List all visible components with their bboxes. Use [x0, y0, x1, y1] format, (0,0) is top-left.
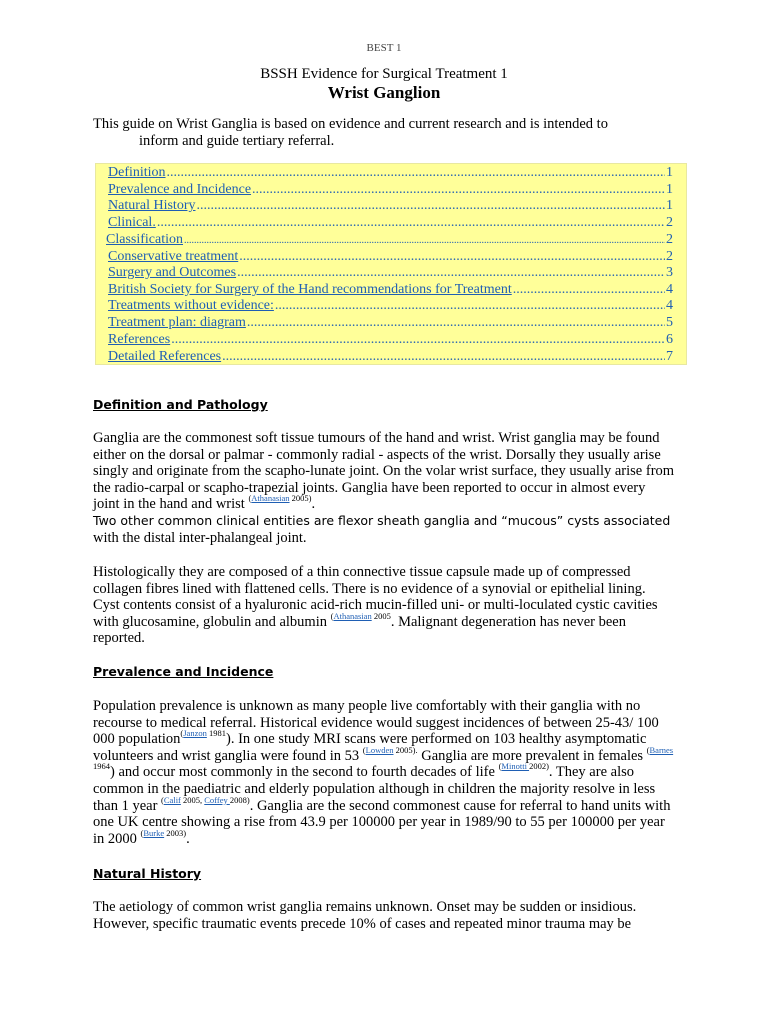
citation-link[interactable]: Athanasian	[333, 610, 372, 621]
citation-link[interactable]: Calif	[163, 794, 181, 805]
toc-item-label[interactable]: Natural History	[108, 198, 196, 213]
toc-item-label[interactable]: Prevalence and Incidence	[108, 182, 252, 197]
text-run: Ganglia are the commonest soft tissue tumours of the hand and wrist. Wrist ganglia may be found either on the dorsal or palmar - commonly radial - aspects of the wrist. Dorsally they usually arise singly and originate from the scapho-lunate joint. On the volar wrist surface, they usually arise from the radio-carpal or scapho-trapezial joints. Ganglia have been reported to occur in almost every joint in the hand and wrist	[93, 430, 675, 513]
toc-leader	[222, 348, 665, 365]
citation-link[interactable]: Burke	[143, 827, 165, 838]
citation: (Burke 2003)	[140, 827, 187, 838]
toc-item[interactable]	[108, 331, 673, 348]
citation-year: 2005).	[393, 744, 418, 755]
citation-link[interactable]: Minotti	[501, 761, 530, 772]
citation-year: 1964	[93, 761, 110, 772]
citation-link[interactable]: Coffey	[204, 794, 230, 805]
page-header: BEST 1	[366, 42, 402, 54]
toc-leader	[239, 248, 665, 265]
citation: (Athanasian 2005)	[248, 493, 312, 504]
toc-item-page[interactable]: 6	[666, 332, 673, 347]
toc-leader	[275, 297, 665, 314]
toc-leader	[167, 164, 665, 181]
document-title: Wrist Ganglion	[327, 83, 441, 102]
toc-leader	[237, 264, 665, 281]
toc-item-page[interactable]: 3	[666, 265, 673, 280]
citation-year: 1981	[206, 728, 226, 739]
toc-item-page[interactable]: 4	[666, 298, 673, 313]
toc-item-page[interactable]: 1	[666, 165, 673, 180]
text-run: . Malignant degeneration has never been reported.	[93, 613, 626, 647]
toc-leader	[513, 281, 665, 298]
citation-year: 2005	[289, 493, 309, 504]
toc-item-page[interactable]: 5	[666, 315, 673, 330]
text-run: Two other common clinical entities are flexor sheath ganglia and “mucous” cysts associated	[93, 512, 671, 528]
citation: (Janzon 1981	[180, 728, 226, 739]
citation-link[interactable]: Athanasian	[251, 493, 290, 504]
toc-item[interactable]	[108, 314, 673, 331]
toc-item-label[interactable]: Treatment plan: diagram	[108, 315, 246, 330]
toc-leader	[247, 314, 665, 331]
toc-item[interactable]	[108, 197, 673, 214]
toc-item[interactable]	[108, 281, 673, 298]
citation-year: 2003)	[164, 827, 187, 838]
toc-item-label[interactable]: Treatments without evidence:	[108, 298, 274, 313]
toc-item-page[interactable]: 4	[666, 282, 673, 297]
toc-item-page[interactable]: 2	[666, 249, 673, 264]
section-heading-prevalence: Prevalence and Incidence	[93, 664, 274, 679]
toc-item-label[interactable]: Conservative treatment	[108, 249, 239, 264]
citation-year: 2008)	[229, 794, 250, 805]
toc-item[interactable]	[108, 164, 673, 181]
text-run: Ganglia are more prevalent in females	[417, 747, 647, 764]
toc-leader	[196, 197, 665, 214]
definition-paragraph-1	[93, 430, 675, 546]
toc-item-label[interactable]: References	[108, 332, 171, 347]
citation-link[interactable]: Barnes	[649, 744, 674, 755]
citation: (Minotti 2002)	[498, 761, 549, 772]
citation-year: 2005,	[180, 794, 205, 805]
citation: (Barnes 1964	[93, 744, 674, 772]
toc-item-page[interactable]: 7	[666, 349, 673, 364]
toc-item[interactable]	[108, 214, 673, 231]
toc-leader	[252, 181, 665, 198]
text-run: Population prevalence is unknown as many people live comfortably with their ganglia with no recourse to medical referral. Historical evidence would suggest incidences of between 25-43/ 100 000 population	[93, 698, 659, 748]
toc-item-label[interactable]: Detailed References	[108, 349, 222, 364]
prevalence-paragraph	[93, 698, 675, 847]
toc-item-page[interactable]: 2	[666, 215, 673, 230]
text-run: Histologically they are composed of a thin connective tissue capsule made up of compressed collagen fibres lined with flattened cells. There is no evidence of a synovial or epithelial lining. Cyst contents consist of a hyaluronic acid-rich mucin-filled uni- or multi-loculated cystic cavities with glucosamine, globulin and albumin	[93, 564, 658, 630]
intro-paragraph	[93, 116, 674, 150]
toc-item[interactable]	[108, 248, 673, 265]
toc-leader	[157, 214, 665, 231]
toc-item-label[interactable]: Definition	[108, 165, 166, 180]
section-heading-definition: Definition and Pathology	[93, 397, 268, 412]
toc-item-page[interactable]: 1	[666, 182, 673, 197]
toc-item-label[interactable]: Surgery and Outcomes	[108, 265, 237, 280]
toc-item[interactable]	[106, 231, 673, 248]
citation-year: 2002)	[529, 761, 549, 772]
toc-leader	[184, 232, 665, 248]
toc-item[interactable]	[108, 181, 673, 198]
citation: (Calif 2005, Coffey 2008)	[161, 794, 250, 805]
citation-link[interactable]: Lowden	[365, 744, 394, 755]
toc-item-page[interactable]: 2	[666, 232, 673, 247]
text-run: with the distal inter-phalangeal joint.	[93, 529, 307, 546]
natural-history-paragraph: The aetiology of common wrist ganglia remains unknown. Onset may be sudden or insidious. However, specific traumatic events precede 10% of cases and repeated minor trauma may be	[93, 899, 637, 932]
toc-item-label[interactable]: Classification	[106, 232, 183, 247]
intro-line-1: This guide on Wrist Ganglia is based on evidence and current research and is intended to	[93, 116, 608, 132]
definition-paragraph-2	[93, 564, 675, 647]
text-run: .	[186, 830, 190, 847]
toc-leader	[171, 331, 665, 348]
section-heading-natural-history: Natural History	[93, 866, 202, 881]
toc-item[interactable]	[108, 297, 673, 314]
citation-year: 2005	[371, 610, 391, 621]
toc-item-page[interactable]: 1	[666, 198, 673, 213]
toc-item[interactable]	[108, 264, 673, 281]
citation: (Lowden 2005).	[362, 744, 418, 755]
text-run: . Ganglia are the second commonest cause for referral to hand units with one UK centre showing a rise from 43.9 per 100000 per year in 1989/90 to 55 per 100000 per year in 2000	[93, 797, 671, 847]
toc-item-label[interactable]: British Society for Surgery of the Hand recommendations for Treatment	[108, 282, 512, 297]
citation-link[interactable]: Janzon	[183, 728, 207, 739]
citation: (Athanasian 2005	[330, 610, 391, 621]
text-run: ). In one study MRI scans were performed on 103 healthy asymptomatic volunteers and wrist ganglia were found in 53	[93, 731, 647, 764]
text-run: ) and occur most commonly in the second to fourth decades of life	[110, 764, 499, 781]
intro-line-2: inform and guide tertiary referral.	[139, 133, 335, 149]
toc-item[interactable]	[108, 348, 673, 365]
table-of-contents	[95, 163, 687, 365]
toc-item-label[interactable]: Clinical.	[108, 215, 156, 230]
text-run: . They are also common in the paediatric and elderly population although in children the majority resolve in less than 1 year	[93, 764, 656, 814]
text-run: .	[311, 496, 316, 513]
document-subtitle: BSSH Evidence for Surgical Treatment 1	[260, 66, 508, 82]
